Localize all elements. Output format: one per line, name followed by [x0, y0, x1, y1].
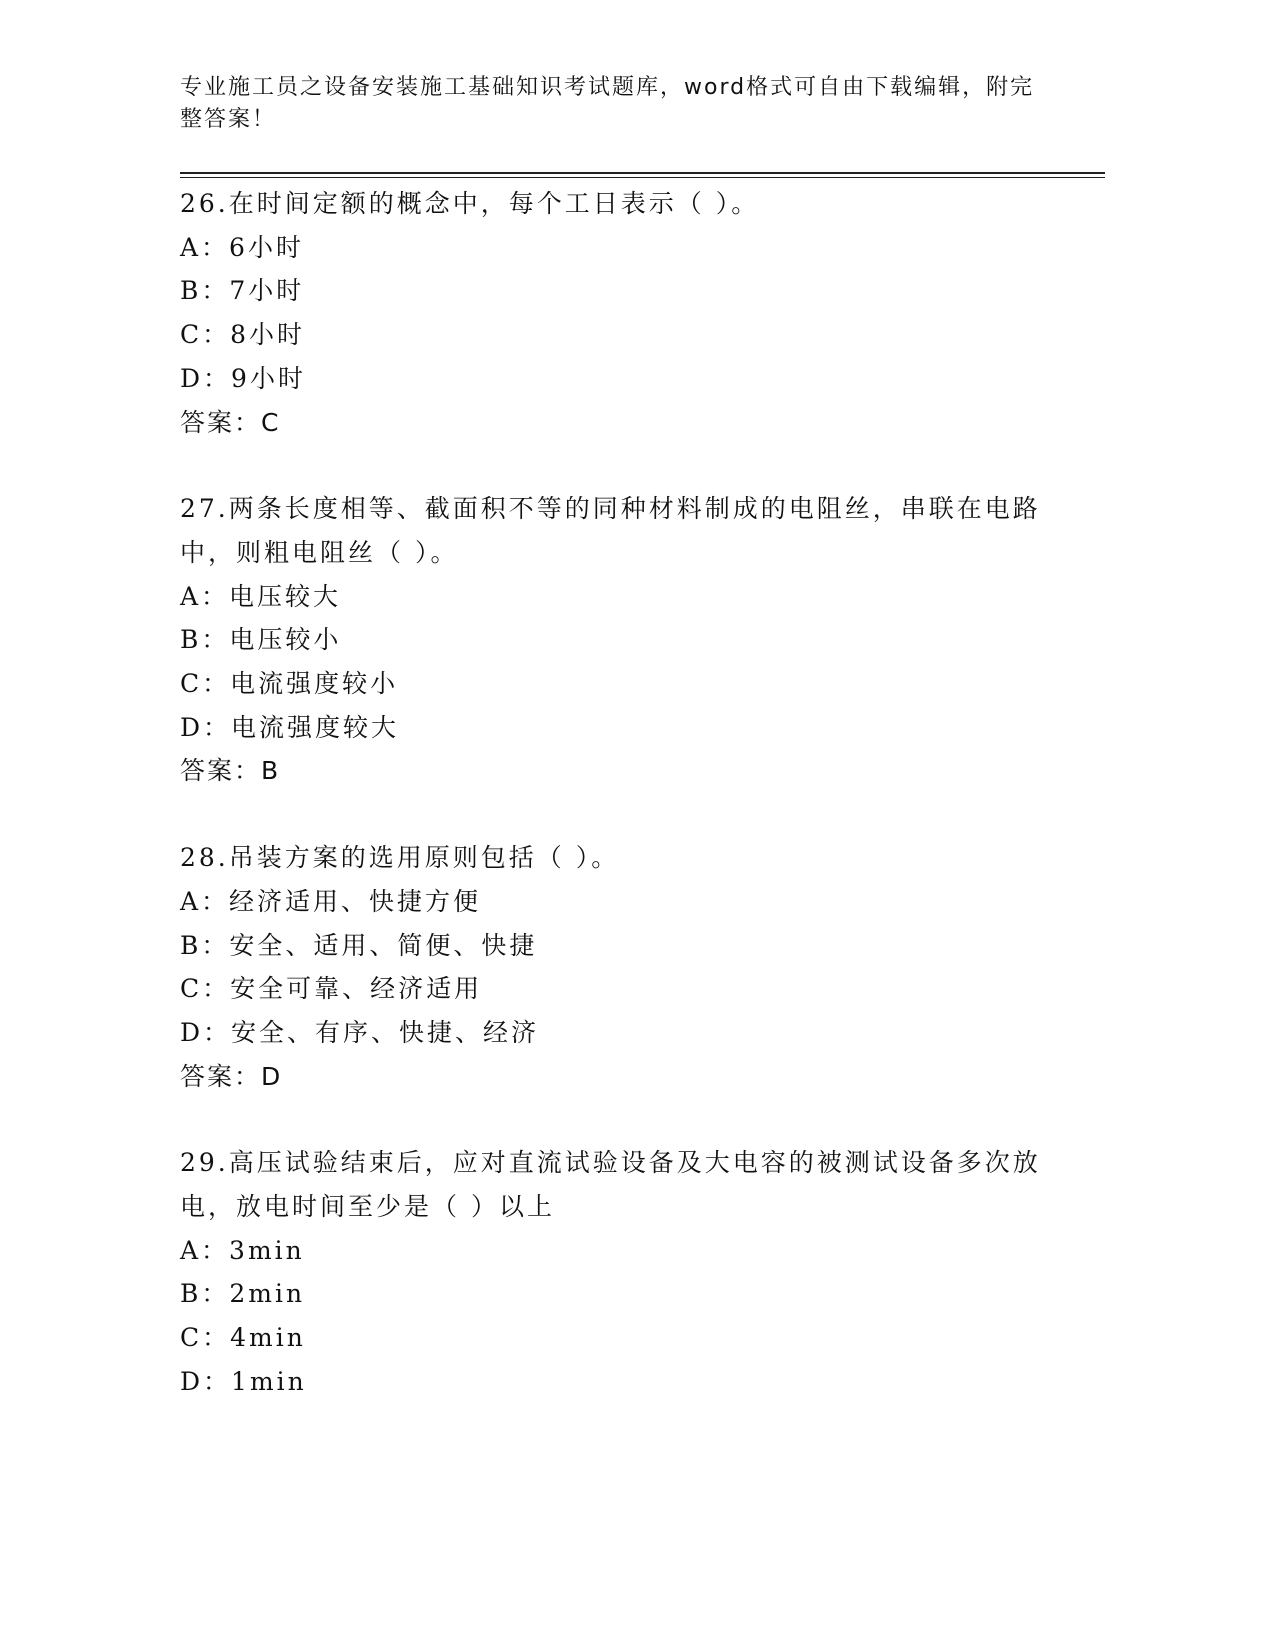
answer-label: 答案：B: [180, 756, 281, 786]
option-a: A：6小时: [180, 232, 304, 262]
question-26: [180, 182, 1060, 444]
option-c: C：安全可靠、经济适用: [180, 974, 483, 1004]
question-text: 29.高压试验结束后，应对直流试验设备及大电容的被测试设备多次放电，放电时间至少是（ ）以上: [180, 1148, 1041, 1222]
question-27: [180, 487, 1060, 793]
option-a: A：3min: [180, 1235, 305, 1265]
question-text: 27.两条长度相等、截面积不等的同种材料制成的电阻丝，串联在电路中，则粗电阻丝（ ）。: [180, 494, 1041, 567]
option-c: C：4min: [180, 1323, 306, 1353]
option-a: A：电压较大: [180, 581, 342, 611]
option-d: D：1min: [180, 1366, 307, 1396]
question-list: [180, 182, 1060, 1447]
option-c: C：电流强度较小: [180, 669, 399, 699]
question-29: [180, 1141, 1060, 1403]
question-28: [180, 836, 1060, 1098]
option-d: D：安全、有序、快捷、经济: [180, 1017, 540, 1047]
answer-label: 答案：D: [180, 1061, 283, 1091]
option-b: B：2min: [180, 1279, 306, 1309]
answer-label: 答案：C: [180, 407, 281, 437]
option-b: B：电压较小: [180, 625, 342, 655]
header-rule-thin: [180, 177, 1105, 178]
option-d: D：9小时: [180, 363, 306, 393]
question-text: 28.吊装方案的选用原则包括（ ）。: [180, 843, 620, 873]
option-b: B：安全、适用、简便、快捷: [180, 930, 538, 960]
header-rule-thick: [180, 172, 1105, 174]
question-text: 26.在时间定额的概念中，每个工日表示（ ）。: [180, 189, 760, 218]
option-a: A：经济适用、快捷方便: [180, 886, 482, 916]
document-header: 专业施工员之设备安装施工基础知识考试题库，word格式可自由下载编辑，附完整答案！: [180, 75, 1035, 132]
option-b: B：7小时: [180, 276, 305, 306]
option-d: D：电流强度较大: [180, 712, 400, 742]
option-c: C：8小时: [180, 320, 306, 350]
